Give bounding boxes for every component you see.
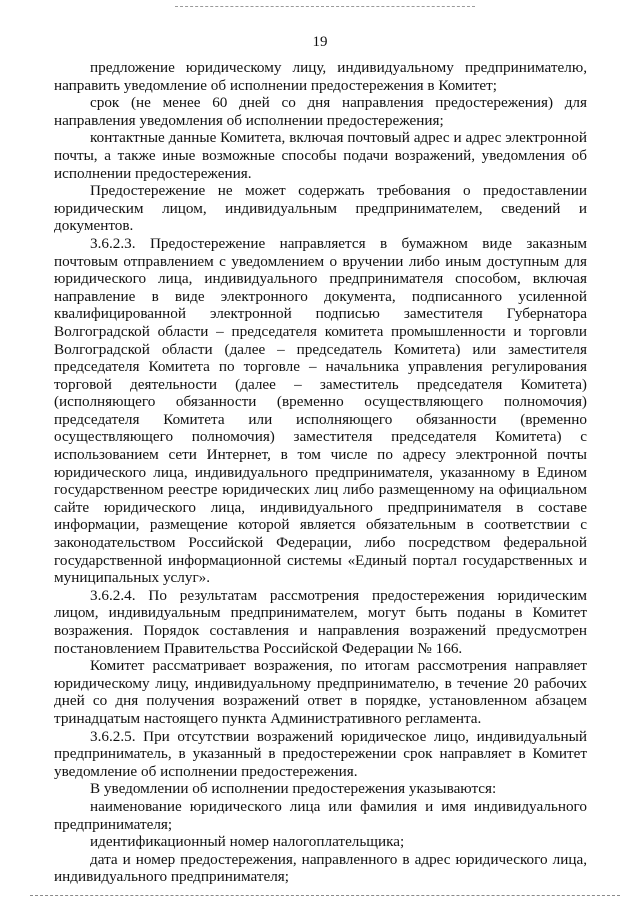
paragraph: срок (не менее 60 дней со дня направления предостережения) для направления уведомления об исполнении предостережения; <box>54 94 587 129</box>
scan-edge-top <box>175 6 475 7</box>
paragraph: наименование юридического лица или фамилия и имя индивидуального предпринимателя; <box>54 797 587 833</box>
paragraph: В уведомлении об исполнении предостережения указываются: <box>90 780 497 798</box>
paragraph: 3.6.2.3. Предостережение направляется в бумажном виде заказным почтовым отправлением с уведомлением о вручении либо иным доступным для юридического лица, индивидуального предпринимателя способом, включая направление в виде электронного документа, подписанного усиленной квалифицированной электронной подписью заместителя Губернатора Волгоградской области – председателя комитета промышленности и торговли Волгоградской области (далее – председатель Комитета) или заместителя председателя Комитета по торговле – начальника управления регулирования торговой деятельности (далее – заместитель председателя Комитета) (исполняющего обязанности (временно осуществляющего полномочия) председателя Комитета или исполняющего обязанности (временно осуществляющего полномочия) заместителя председателя Комитета) с использованием сети Интернет, в том числе по адресу электронной почты юридического лица, индивидуального предпринимателя, указанному в Едином государственном реестре юридических лиц либо размещенному на официальном сайте юридического лица, индивидуального предпринимателя в составе информации, размещение которой является обязательным в соответствии с законодательством Российской Федерации, либо посредством федеральной государственной информационной системы «Единый портал государственных и муниципальных услуг». <box>54 234 587 587</box>
paragraph: контактные данные Комитета, включая почтовый адрес и адрес электронной почты, а также иные возможные способы подачи возражений, уведомления об исполнении предостережения. <box>54 129 587 182</box>
paragraph: предложение юридическому лицу, индивидуальному предпринимателю, направить уведомление об исполнении предостережения в Комитет; <box>54 59 587 94</box>
scan-edge-bottom <box>30 895 620 896</box>
document-body <box>54 59 587 886</box>
paragraph: идентификационный номер налогоплательщика; <box>90 833 405 851</box>
paragraph: 3.6.2.4. По результатам рассмотрения предостережения юридическим лицом, индивидуальным предпринимателем, могут быть поданы в Комитет возражения. Порядок составления и направления возражений предусмотрен постановлением Правительства Российской Федерации № 166. <box>54 586 587 657</box>
paragraph: Предостережение не может содержать требования о предоставлении юридическим лицом, индивидуальным предпринимателем, сведений и документов. <box>54 182 587 235</box>
paragraph: 3.6.2.5. При отсутствии возражений юридическое лицо, индивидуальный предприниматель, в указанный в предостережении срок направляет в Комитет уведомление об исполнении предостережения. <box>54 727 587 780</box>
paragraph: Комитет рассматривает возражения, по итогам рассмотрения направляет юридическому лицу, индивидуальному предпринимателю, в течение 20 рабочих дней со дня получения возражений ответ в порядке, установленном абзацем тринадцатым настоящего пункта Административного регламента. <box>54 657 587 727</box>
page-number: 19 <box>312 34 328 50</box>
paragraph: дата и номер предостережения, направленного в адрес юридического лица, индивидуального предпринимателя; <box>54 850 587 886</box>
